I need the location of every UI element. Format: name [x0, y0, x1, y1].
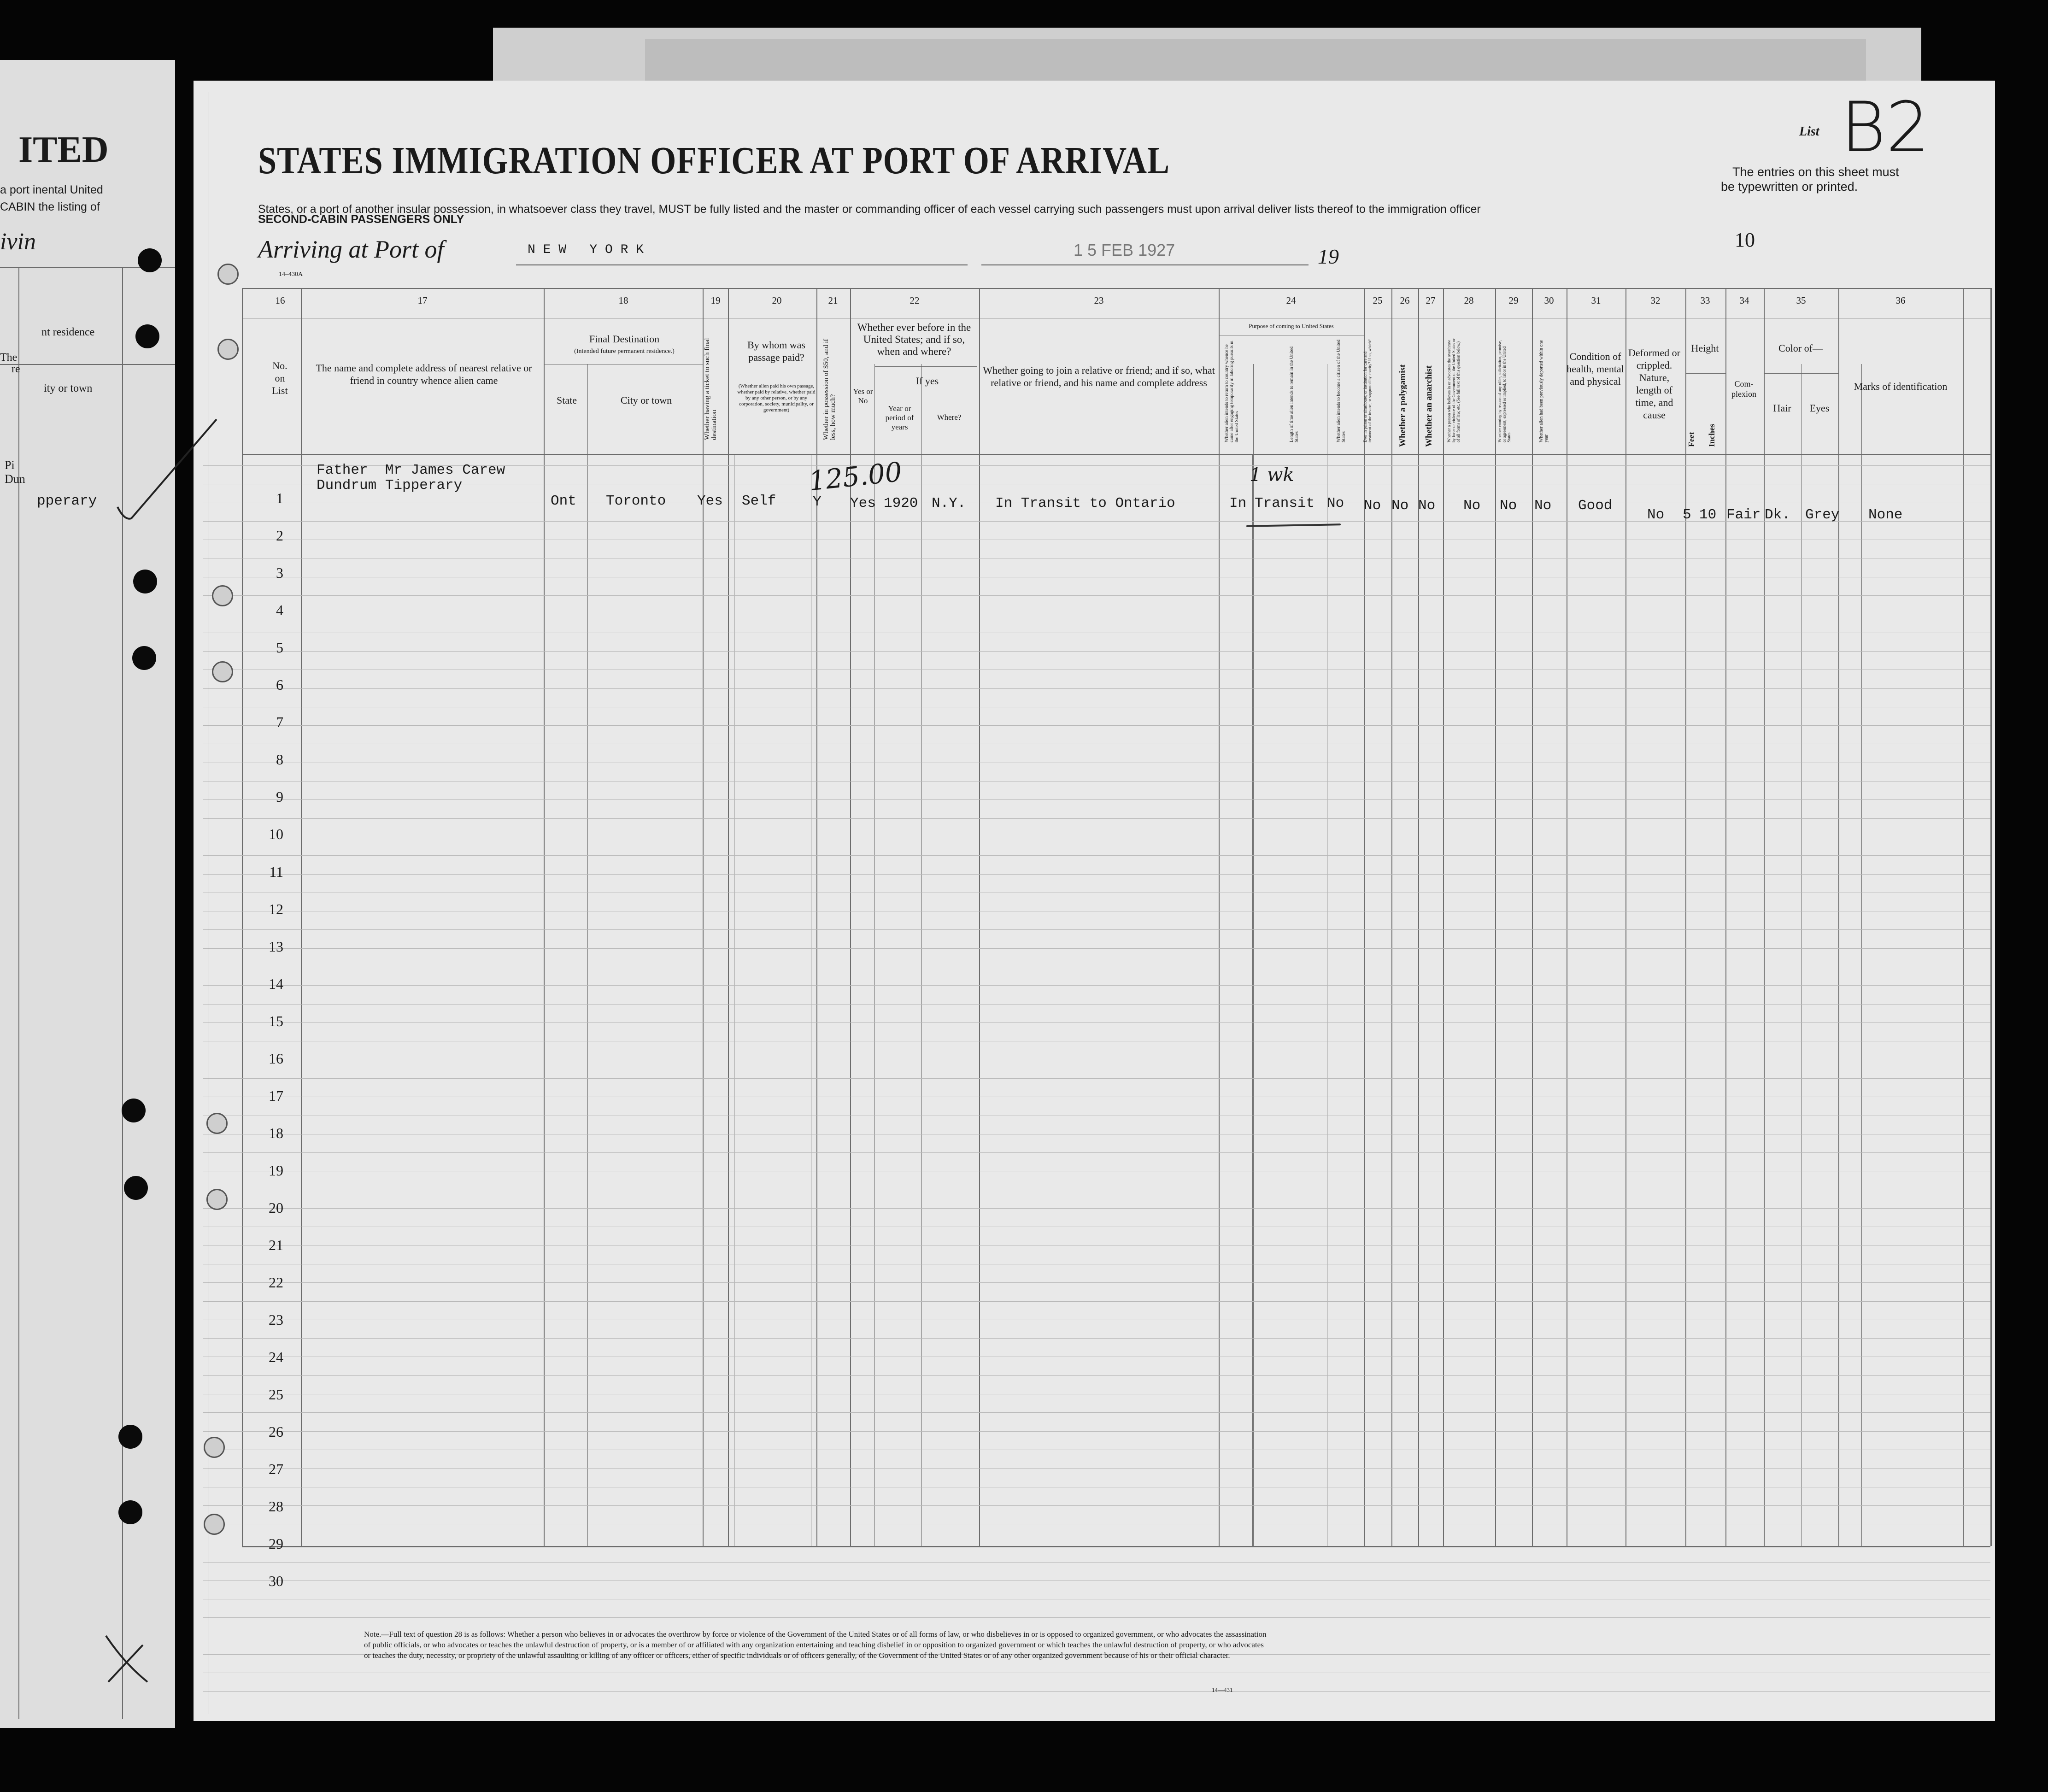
punch-hole — [212, 585, 233, 606]
entry-purpose-b: Transit — [1255, 495, 1315, 511]
row-number: 5 — [276, 639, 283, 656]
header-money: Whether in possession of $50, and if less, how much? — [822, 339, 837, 440]
row-number: 19 — [269, 1162, 283, 1179]
left-page-arriving: ivin — [0, 229, 36, 255]
entry-purpose-handwritten: 1 wk — [1250, 464, 1294, 486]
column-number: 34 — [1739, 295, 1749, 306]
entries-note: be typewritten or printed. — [1721, 180, 1858, 194]
intro-text: States, or a port of another insular possession, in whatsoever class they travel, MUST be fully listed and the master or commanding officer of each vessel carrying such passengers must upon arrival deliver lists thereof to the immigration officer — [258, 203, 1481, 216]
header-if-yes: If yes — [915, 375, 939, 387]
row-number: 27 — [269, 1461, 283, 1477]
left-page-header: re — [12, 363, 20, 375]
entry-ticket: Yes — [697, 493, 723, 509]
column-number: 24 — [1286, 295, 1296, 306]
row-number: 20 — [269, 1199, 283, 1216]
column-number: 26 — [1400, 295, 1410, 306]
header-prison: Ever in prison or almshouse, or institution for care and treatment of the insane, or supported by charity? If so, which? — [1363, 339, 1372, 442]
page-title: STATES IMMIGRATION OFFICER AT PORT OF ARRIVAL — [258, 139, 1170, 182]
header-passage-paid: By whom was passage paid? — [747, 339, 805, 363]
left-page-title: ITED — [18, 129, 109, 170]
punch-hole — [204, 1437, 225, 1458]
entry-purpose-a: In — [1229, 495, 1247, 511]
entry-feet: 5 — [1683, 507, 1691, 523]
footer-code: 14—431 — [1212, 1686, 1233, 1693]
year-suffix: 10 — [1735, 229, 1755, 251]
list-number: B2 — [1841, 88, 1930, 168]
header-hair: Hair — [1773, 402, 1791, 414]
punch-hole — [204, 1514, 225, 1535]
left-facing-page — [0, 60, 175, 1728]
header-where: Where? — [937, 413, 962, 422]
header-anarchist: Whether an anarchist — [1424, 365, 1434, 447]
left-page-entry: Dun — [5, 472, 25, 486]
column-number: 16 — [275, 295, 285, 306]
entry-before-year: 1920 — [884, 495, 918, 511]
entry-paid-by: Self — [742, 493, 776, 509]
entry-relative-line2: Dundrum Tipperary — [317, 477, 463, 494]
row-number: 17 — [269, 1087, 283, 1104]
entry-anarchist: No — [1418, 498, 1436, 514]
row-number: 3 — [276, 564, 283, 581]
header-city: City or town — [620, 394, 672, 406]
left-page-header: The — [0, 352, 18, 364]
row-number: 30 — [269, 1573, 283, 1589]
column-number: 33 — [1700, 295, 1710, 306]
entry-marks: None — [1868, 507, 1903, 523]
header-polygamist: Whether a polygamist — [1398, 364, 1408, 447]
punch-hole — [118, 1500, 142, 1524]
entry-purpose-c: No — [1327, 495, 1344, 511]
header-relative: The name and complete address of nearest relative or friend in country whence alien came — [316, 362, 532, 386]
header-purpose-b: Length of time alien intends to remain in the United States — [1289, 346, 1299, 442]
punch-hole — [118, 1425, 142, 1449]
row-number: 1 — [276, 490, 283, 506]
form-code: 14–430A — [279, 271, 303, 278]
row-number: 18 — [269, 1125, 283, 1141]
entry-inches: 10 — [1699, 507, 1717, 523]
column-number: 29 — [1508, 295, 1519, 306]
entry-hair: Dk. — [1765, 507, 1790, 523]
left-page-line: CABIN the listing of — [0, 200, 100, 213]
x-mark-icon — [97, 1631, 157, 1691]
arriving-label: Arriving at Port of — [258, 235, 444, 263]
entry-deported: No — [1534, 498, 1552, 514]
row-number: 12 — [269, 901, 283, 917]
entry-state: Ont — [551, 493, 576, 509]
class-line: SECOND-CABIN PASSENGERS ONLY — [258, 213, 464, 226]
punch-hole — [133, 570, 157, 593]
column-number: 30 — [1544, 295, 1554, 306]
header-marks: Marks of identification — [1854, 381, 1948, 392]
punch-hole — [135, 324, 159, 348]
row-number: 9 — [276, 788, 283, 805]
column-number: 23 — [1094, 295, 1104, 306]
left-page-entry: pperary — [37, 493, 97, 509]
background-page — [645, 39, 1866, 85]
header-final-destination: Final Destination — [589, 333, 660, 345]
year-prefix: 19 — [1318, 245, 1339, 268]
header-final-destination-sub: (Intended future permanent residence.) — [574, 348, 675, 355]
manifest-page — [194, 81, 1995, 1721]
row-number: 10 — [269, 826, 283, 842]
header-state: State — [557, 394, 577, 406]
date-stamp: 1 5 FEB 1927 — [1074, 241, 1175, 259]
row-number: 2 — [276, 527, 283, 544]
entries-note: The entries on this sheet must — [1732, 165, 1899, 179]
row-number: 4 — [276, 602, 283, 618]
row-number: 26 — [269, 1423, 283, 1440]
column-number: 31 — [1591, 295, 1601, 306]
header-feet: Feet — [1687, 432, 1696, 447]
entry-join: In Transit to Ontario — [995, 495, 1175, 511]
row-number: 25 — [269, 1386, 283, 1403]
column-number: 35 — [1796, 295, 1806, 306]
entry-eyes: Grey — [1805, 507, 1840, 523]
header-health: Condition of health, mental and physical — [1567, 351, 1624, 387]
column-number: 22 — [910, 295, 920, 306]
row-number: 28 — [269, 1498, 283, 1515]
row-number: 16 — [269, 1050, 283, 1067]
checkmark-icon — [111, 415, 230, 525]
left-page-entry: Pi — [5, 458, 15, 472]
entry-q28: No — [1463, 498, 1481, 514]
header-yes-no: Yes or No — [853, 387, 873, 405]
column-number: 19 — [710, 295, 721, 306]
header-q28: Whether a person who believes in or advocates the overthrow by force or violence of the Government of the United States or of all forms of law, etc. (See full text of this question below.) — [1447, 338, 1461, 442]
header-ticket: Whether having a ticket to such final destination — [704, 338, 718, 440]
entry-q29: No — [1500, 498, 1517, 514]
row-number: 22 — [269, 1274, 283, 1291]
row-number: 13 — [269, 938, 283, 955]
column-number: 36 — [1895, 295, 1906, 306]
punch-hole — [122, 1099, 146, 1122]
row-number: 8 — [276, 751, 283, 768]
entry-polygamist: No — [1391, 498, 1409, 514]
port-name: N E W Y O R K — [528, 243, 644, 257]
row-number: 23 — [269, 1311, 283, 1328]
row-number: 29 — [269, 1535, 283, 1552]
header-purpose: Purpose of coming to United States — [1249, 323, 1334, 329]
column-number: 32 — [1650, 295, 1661, 306]
footnote: Note.—Full text of question 28 is as follows: Whether a person who believes in or advocates the overthrow by force or violence of the Government of the United States or of all forms of law, or who disbelieves in or is opposed to organized government, or who advocates the assassination of public officials, or who advocates or teaches the unlawful destruction of property, or is a member of or affiliated with any organization entertaining and teaching disbelief in or opposition to organized government or which teaches the unlawful destruction of property, or who advocates or teaches the duty, necessity, or propriety of the unlawful assaulting or killing of any officer or officers, either of specific individuals or of officers generally, of the Government of the United States or of any other organized government because of his or their official character. — [364, 1630, 1267, 1660]
header-complexion: Com-plexion — [1731, 379, 1756, 399]
row-number: 14 — [269, 975, 283, 992]
row-number: 6 — [276, 676, 283, 693]
header-deported: Whether alien had been previously deported within one year — [1539, 340, 1549, 442]
header-join-relative: Whether going to join a relative or friend; and if so, what relative or friend, and his name and complete address — [983, 364, 1215, 388]
punch-hole — [217, 339, 239, 360]
punch-hole — [138, 248, 162, 272]
list-label: List — [1799, 124, 1819, 139]
header-q29: Whether coming by reason of any offer, solicitation, promise, or agreement, expressed or implied, to labor in the United States — [1497, 340, 1511, 442]
header-deformed: Deformed or crippled. Nature, length of time, and cause — [1628, 347, 1680, 421]
column-number: 17 — [417, 295, 428, 306]
punch-hole — [212, 661, 233, 682]
entry-relative-line1: Father Mr James Carew — [317, 462, 505, 478]
header-passage-paid-sub: (Whether alien paid his own passage, whether paid by relative, whether paid by any other person, or by any corporation, society, municipality, or government) — [737, 383, 816, 413]
column-number: 27 — [1426, 295, 1436, 306]
column-number: 21 — [828, 295, 838, 306]
entry-complexion: Fair — [1726, 507, 1761, 523]
column-number: 28 — [1464, 295, 1474, 306]
column-number: 20 — [772, 295, 782, 306]
header-year: Year or period of years — [885, 404, 914, 431]
punch-hole — [217, 264, 239, 285]
header-purpose-c: Whether alien intends to become a citizen of the United States — [1336, 340, 1346, 442]
row-number: 24 — [269, 1349, 283, 1365]
column-number: 25 — [1373, 295, 1383, 306]
column-number: 18 — [618, 295, 628, 306]
header-ever-before: Whether ever before in the United States; and if so, when and where? — [857, 322, 971, 357]
entry-q25: No — [1364, 498, 1381, 514]
left-page-header: nt residence — [41, 326, 95, 338]
entry-money-typed: Y — [813, 494, 822, 510]
header-height: Height — [1691, 342, 1719, 354]
row-number: 7 — [276, 714, 283, 730]
punch-hole — [206, 1113, 228, 1134]
row-number: 11 — [269, 864, 283, 880]
entry-money-handwritten: 125.00 — [807, 456, 904, 497]
row-number: 21 — [269, 1237, 283, 1253]
punch-hole — [124, 1176, 148, 1200]
entry-before-yesno: Yes — [850, 495, 876, 511]
punch-hole — [132, 646, 156, 670]
left-page-line: a port inental United — [0, 183, 103, 196]
header-no-on-list: No. on List — [272, 360, 288, 396]
row-number: 15 — [269, 1013, 283, 1029]
entry-health: Good — [1578, 498, 1613, 514]
punch-hole — [206, 1189, 228, 1210]
left-page-header: ity or town — [44, 382, 93, 394]
header-purpose-a: Whether alien intends to return to country whence he came after engaging temporarily in laboring pursuits in the United States — [1224, 341, 1239, 442]
entry-city: Toronto — [606, 493, 666, 509]
entry-before-where: N.Y. — [932, 495, 966, 511]
entry-deformed: No — [1647, 507, 1665, 523]
header-color-of: Color of— — [1778, 342, 1823, 354]
header-eyes: Eyes — [1809, 402, 1830, 414]
header-inches: Inches — [1707, 423, 1716, 447]
